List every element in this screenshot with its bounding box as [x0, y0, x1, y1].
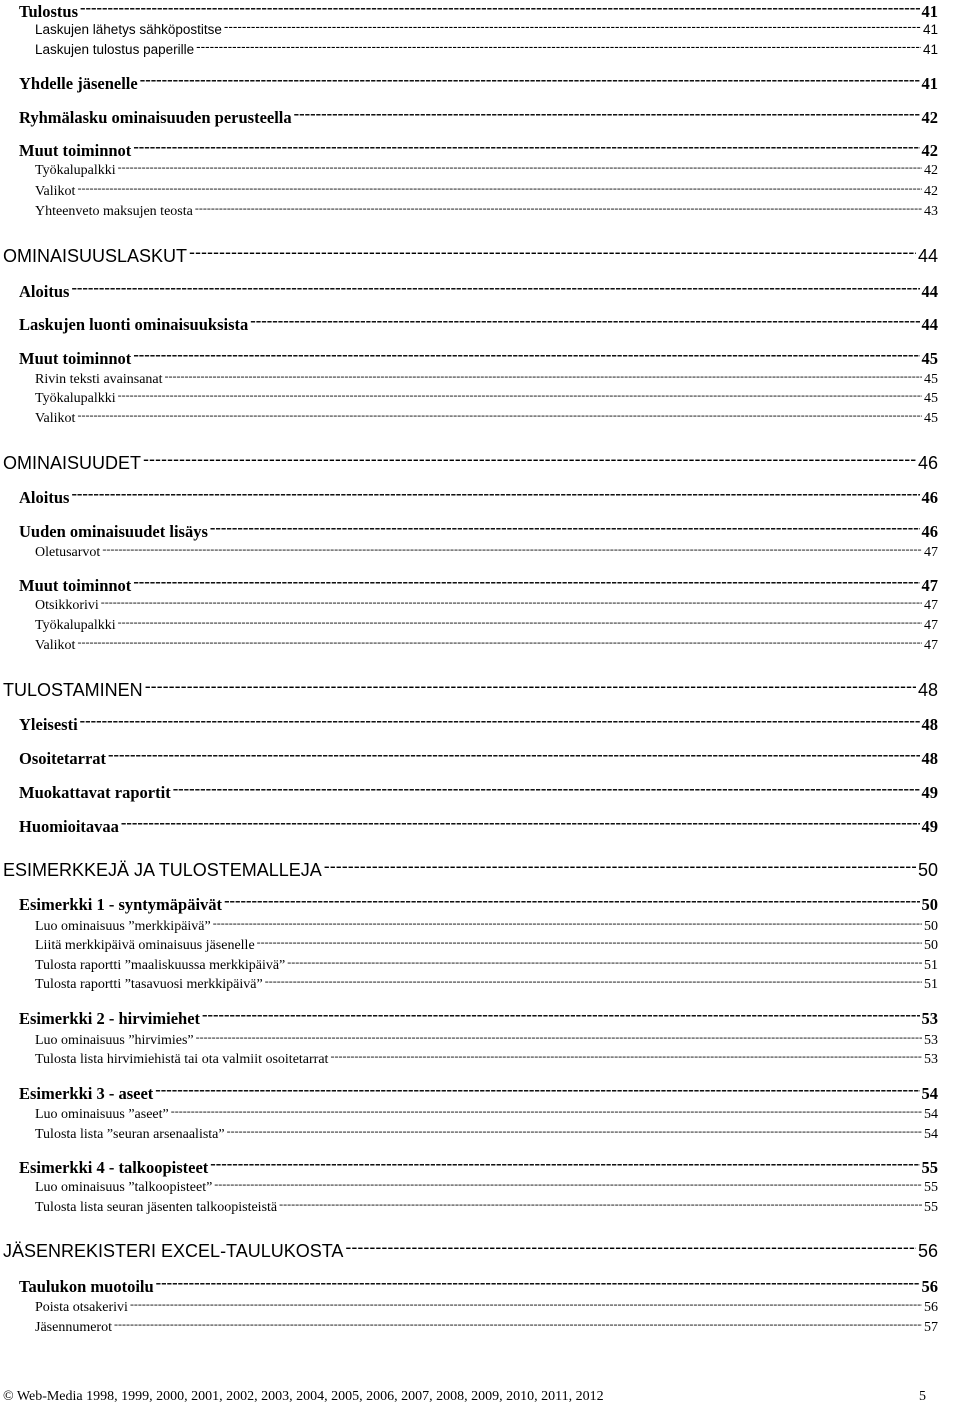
toc-entry-page: 50 — [924, 918, 938, 934]
toc-entry-page: 53 — [921, 1009, 938, 1028]
toc-entry-title: Valikot — [35, 183, 76, 199]
toc-entry-title: OMINAISUUDET — [3, 452, 142, 472]
dot-leader — [279, 1196, 922, 1211]
toc-entry[interactable] — [35, 973, 938, 992]
toc-entry[interactable] — [35, 915, 938, 934]
toc-entry-page: 51 — [924, 976, 938, 992]
toc-entry[interactable] — [19, 280, 938, 301]
toc-entry[interactable] — [19, 1275, 938, 1296]
toc-entry[interactable] — [19, 0, 938, 21]
toc-entry[interactable] — [35, 1196, 938, 1215]
toc-entry-title: Otsikkorivi — [35, 597, 99, 613]
dot-leader — [196, 40, 921, 54]
toc-entry[interactable] — [19, 747, 938, 768]
dot-leader — [133, 139, 919, 156]
toc-entry-page: 44 — [921, 315, 938, 334]
dot-leader — [189, 243, 916, 262]
dot-leader — [77, 407, 922, 422]
toc-entry[interactable] — [35, 40, 938, 57]
toc-entry-page: 47 — [924, 617, 938, 633]
toc-entry[interactable] — [19, 893, 938, 914]
dot-leader — [345, 1238, 916, 1257]
toc-entry-page: 55 — [921, 1158, 938, 1177]
toc-entry-title: Huomioitavaa — [19, 817, 119, 836]
toc-entry-title: Esimerkki 2 - hirvimiehet — [19, 1009, 201, 1028]
toc-entry[interactable] — [35, 1176, 938, 1195]
dot-leader — [171, 1103, 922, 1118]
toc-entry-page: 48 — [921, 715, 938, 734]
dot-leader — [210, 1156, 919, 1173]
toc-entry[interactable] — [35, 1029, 938, 1048]
toc-entry-title: Muut toiminnot — [19, 576, 132, 595]
toc-entry-title: Valikot — [35, 637, 76, 653]
dot-leader — [202, 1007, 919, 1024]
toc-entry[interactable] — [35, 1123, 938, 1142]
dot-leader — [224, 20, 921, 34]
dot-leader — [250, 313, 919, 330]
toc-entry[interactable] — [35, 541, 938, 560]
toc-entry-title: Yhdelle jäsenelle — [19, 74, 138, 93]
toc-entry-page: 54 — [924, 1126, 938, 1142]
toc-entry[interactable] — [19, 520, 938, 541]
dot-leader — [165, 368, 922, 383]
toc-entry-title: Esimerkki 1 - syntymäpäivät — [19, 895, 223, 914]
dot-leader — [71, 280, 919, 297]
toc-entry-title: Uuden ominaisuudet lisäys — [19, 522, 208, 541]
dot-leader — [265, 973, 922, 988]
dot-leader — [114, 1316, 922, 1331]
dot-leader — [143, 450, 916, 469]
toc-entry-title: Tulosta lista ”seuran arsenaalista” — [35, 1126, 225, 1142]
toc-entry-title: Ryhmälasku ominaisuuden perusteella — [19, 108, 292, 127]
toc-entry-title: Aloitus — [19, 488, 70, 507]
toc-entry[interactable] — [3, 677, 938, 699]
toc-entry[interactable] — [35, 1296, 938, 1315]
dot-leader — [330, 1048, 922, 1063]
toc-entry-page: 53 — [924, 1051, 938, 1067]
toc-entry-page: 47 — [921, 576, 938, 595]
dot-leader — [155, 1082, 919, 1099]
dot-leader — [118, 614, 922, 629]
dot-leader — [77, 634, 922, 649]
dot-leader — [156, 1275, 920, 1292]
toc-entry-title: Työkalupalkki — [35, 390, 116, 406]
toc-entry[interactable] — [35, 407, 938, 426]
toc-entry-page: 41 — [922, 22, 938, 37]
toc-entry[interactable] — [35, 1103, 938, 1122]
dot-leader — [287, 954, 922, 969]
toc-entry[interactable] — [35, 1316, 938, 1335]
dot-leader — [118, 387, 922, 402]
dot-leader — [140, 72, 920, 89]
toc-entry-title: ESIMERKKEJÄ JA TULOSTEMALLEJA — [3, 859, 322, 879]
dot-leader — [210, 520, 920, 537]
toc-entry-page: 45 — [924, 410, 938, 426]
toc-entry-page: 55 — [924, 1199, 938, 1215]
toc-entry-title: Yhteenveto maksujen teosta — [35, 203, 193, 219]
toc-entry-title: Tulosta raportti ”tasavuosi merkkipäivä” — [35, 976, 263, 992]
toc-entry-page: 44 — [921, 282, 938, 301]
toc-entry[interactable] — [35, 200, 938, 219]
toc-entry[interactable] — [35, 1048, 938, 1067]
toc-entry[interactable] — [35, 614, 938, 633]
toc-entry-page: 55 — [924, 1179, 938, 1195]
toc-entry-title: Poista otsakerivi — [35, 1299, 128, 1315]
toc-entry-page: 48 — [917, 679, 938, 699]
dot-leader — [121, 815, 920, 832]
toc-entry-title: Valikot — [35, 410, 76, 426]
toc-entry[interactable] — [19, 313, 938, 334]
dot-leader — [173, 781, 920, 798]
toc-entry-title: Tulosta raportti ”maaliskuussa merkkipäivä” — [35, 957, 286, 973]
toc-entry-title: Työkalupalkki — [35, 162, 116, 178]
toc-entry[interactable] — [19, 486, 938, 507]
dot-leader — [196, 1029, 922, 1044]
dot-leader — [257, 934, 922, 949]
dot-leader — [145, 677, 916, 696]
toc-entry-page: 56 — [921, 1277, 938, 1296]
toc-entry-page: 49 — [921, 817, 938, 836]
toc-entry[interactable] — [35, 387, 938, 406]
dot-leader — [80, 713, 920, 730]
toc-entry[interactable] — [19, 781, 938, 802]
toc-entry-title: Esimerkki 3 - aseet — [19, 1084, 154, 1103]
toc-entry-page: 54 — [924, 1106, 938, 1122]
toc-entry-page: 45 — [924, 390, 938, 406]
dot-leader — [101, 594, 922, 609]
dot-leader — [133, 347, 919, 364]
toc-entry-title: TULOSTAMINEN — [3, 679, 143, 699]
toc-entry-page: 53 — [924, 1032, 938, 1048]
toc-entry-page: 41 — [921, 74, 938, 93]
dot-leader — [102, 541, 922, 556]
toc-entry[interactable] — [19, 1007, 938, 1028]
toc-entry[interactable] — [19, 139, 938, 160]
dot-leader — [133, 574, 919, 591]
toc-entry[interactable] — [3, 450, 938, 472]
toc-entry-title: Luo ominaisuus ”talkoopisteet” — [35, 1179, 213, 1195]
toc-entry-page: 43 — [924, 203, 938, 219]
toc-entry[interactable] — [35, 594, 938, 613]
dot-leader — [224, 893, 919, 910]
toc-entry[interactable] — [35, 368, 938, 387]
toc-entry-page: 50 — [924, 937, 938, 953]
toc-entry-page: 45 — [921, 349, 938, 368]
toc-entry[interactable] — [3, 243, 938, 265]
toc-entry[interactable] — [19, 1082, 938, 1103]
toc-entry-title: Yleisesti — [19, 715, 78, 734]
toc-entry-title: Osoitetarrat — [19, 749, 107, 768]
toc-entry[interactable] — [19, 106, 938, 127]
dot-leader — [227, 1123, 922, 1138]
toc-entry-page: 47 — [924, 544, 938, 560]
toc-entry-page: 41 — [922, 42, 938, 57]
toc-entry[interactable] — [19, 72, 938, 93]
toc-entry-title: Luo ominaisuus ”merkkipäivä” — [35, 918, 211, 934]
toc-entry-title: Aloitus — [19, 282, 70, 301]
toc-entry-title: Laskujen tulostus paperille — [35, 42, 195, 57]
toc-entry-title: Työkalupalkki — [35, 617, 116, 633]
toc-entry[interactable] — [35, 934, 938, 953]
dot-leader — [108, 747, 919, 764]
toc-entry-title: JÄSENREKISTERI EXCEL-TAULUKOSTA — [3, 1240, 344, 1260]
toc-entry-page: 49 — [921, 783, 938, 802]
copyright-text: © Web-Media 1998, 1999, 2000, 2001, 2002, 2003, 2004, 2005, 2006, 2007, 2008, 2009, 2010, 2011, 2012 — [3, 1389, 604, 1404]
toc-entry-title: Oletusarvot — [35, 544, 101, 560]
dot-leader — [294, 106, 920, 123]
toc-entry-title: Luo ominaisuus ”aseet” — [35, 1106, 169, 1122]
toc-entry[interactable] — [19, 574, 938, 595]
toc-entry-page: 54 — [921, 1084, 938, 1103]
toc-entry[interactable] — [35, 159, 938, 178]
page-number: 5 — [919, 1389, 926, 1404]
toc-entry-page: 56 — [924, 1299, 938, 1315]
toc-entry[interactable] — [19, 815, 938, 836]
toc-entry-page: 42 — [921, 141, 938, 160]
toc-entry-page: 42 — [921, 108, 938, 127]
toc-entry-page: 42 — [924, 162, 938, 178]
dot-leader — [77, 180, 922, 195]
toc-entry[interactable] — [35, 180, 938, 199]
toc-entry-title: Liitä merkkipäivä ominaisuus jäsenelle — [35, 937, 255, 953]
toc-entry[interactable] — [19, 713, 938, 734]
toc-entry[interactable] — [35, 634, 938, 653]
toc-entry-title: Taulukon muotoilu — [19, 1277, 154, 1296]
toc-entry-title: Luo ominaisuus ”hirvimies” — [35, 1032, 194, 1048]
toc-entry-title: Laskujen lähetys sähköpostitse — [35, 22, 222, 37]
toc-entry-page: 48 — [921, 749, 938, 768]
toc-entry[interactable] — [19, 1156, 938, 1177]
toc-entry[interactable] — [35, 954, 938, 973]
toc-entry-title: Jäsennumerot — [35, 1319, 112, 1335]
toc-entry-page: 45 — [924, 371, 938, 387]
toc-entry-title: OMINAISUUSLASKUT — [3, 245, 188, 265]
toc-entry-page: 42 — [924, 183, 938, 199]
dot-leader — [71, 486, 919, 503]
dot-leader — [214, 1176, 922, 1191]
toc-entry-title: Laskujen luonti ominaisuuksista — [19, 315, 249, 334]
toc-entry[interactable] — [35, 20, 938, 37]
toc-entry-page: 47 — [924, 637, 938, 653]
toc-entry-title: Tulosta lista hirvimiehistä tai ota valmiit osoitetarrat — [35, 1051, 329, 1067]
toc-entry-page: 47 — [924, 597, 938, 613]
toc-entry-page: 51 — [924, 957, 938, 973]
toc-entry-page: 46 — [921, 522, 938, 541]
toc-entry-page: 56 — [917, 1240, 938, 1260]
toc-entry-page: 46 — [921, 488, 938, 507]
toc-entry-title: Esimerkki 4 - talkoopisteet — [19, 1158, 209, 1177]
toc-entry-title: Tulostus — [19, 2, 79, 21]
toc-entry-page: 41 — [921, 2, 938, 21]
dot-leader — [130, 1296, 922, 1311]
dot-leader — [213, 915, 922, 930]
toc-entry[interactable] — [19, 347, 938, 368]
toc-entry-page: 44 — [917, 245, 938, 265]
toc-entry-title: Muokattavat raportit — [19, 783, 171, 802]
dot-leader — [195, 200, 922, 215]
toc-entry[interactable] — [3, 857, 938, 879]
toc-entry-title: Muut toiminnot — [19, 349, 132, 368]
toc-entry-page: 46 — [917, 452, 938, 472]
toc-entry[interactable] — [3, 1238, 938, 1260]
toc-entry-page: 50 — [921, 895, 938, 914]
dot-leader — [80, 0, 919, 17]
page-footer — [0, 1389, 960, 1405]
dot-leader — [324, 857, 916, 876]
toc-entry-page: 50 — [917, 859, 938, 879]
toc-entry-title: Muut toiminnot — [19, 141, 132, 160]
toc-entry-title: Tulosta lista seuran jäsenten talkoopisteistä — [35, 1199, 278, 1215]
toc-entry-page: 57 — [924, 1319, 938, 1335]
dot-leader — [118, 159, 922, 174]
toc-entry-title: Rivin teksti avainsanat — [35, 371, 163, 387]
